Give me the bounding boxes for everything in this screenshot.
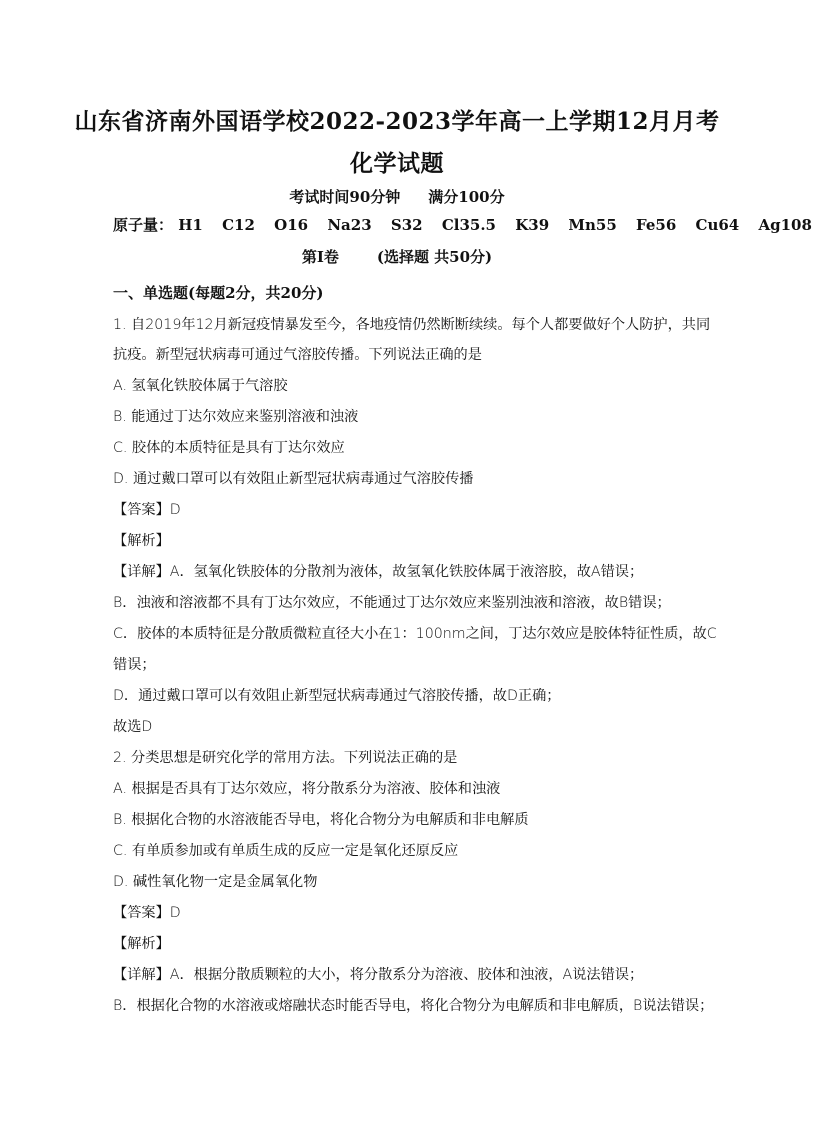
atomic-mass: Na23 [327,216,372,234]
option-a: A. 氢氧化铁胶体属于气溶胶 [113,378,288,394]
atomic-mass: Cl35.5 [441,216,496,234]
option-d: D. 通过戴口罩可以有效阻止新型冠状病毒通过气溶胶传播 [113,471,474,487]
section-heading: 一、单选题(每题2分，共20分) [113,284,324,302]
atomic-mass: C12 [222,216,255,234]
answer-line: 【答案】D [113,905,181,921]
explanation-line: D．通过戴口罩可以有效阻止新型冠状病毒通过气溶胶传播，故D正确； [113,688,561,704]
question-text: 2. 分类思想是研究化学的常用方法。下列说法正确的是 [113,750,458,766]
explanation-line: 错误； [113,657,156,673]
conclusion-line: 故选D [113,719,153,735]
atomic-mass: Fe56 [636,216,677,234]
explanation-line: B．根据化合物的水溶液或熔融状态时能否导电，将化合物分为电解质和非电解质，B说法错误； [113,998,714,1014]
volume-heading [0,246,794,267]
full-score: 满分100分 [428,188,505,206]
analysis-label: 【解析】 [113,533,170,549]
volume-label: 第I卷 [301,248,339,266]
atomic-mass: K39 [515,216,550,234]
explanation-line: C．胶体的本质特征是分散质微粒直径大小在1：100nm之间，丁达尔效应是胶体特征性质，故C [113,626,717,642]
atomic-mass: Ag108 [758,216,812,234]
explanation-line: B．浊液和溶液都不具有丁达尔效应，不能通过丁达尔效应来鉴别浊液和溶液，故B错误； [113,595,671,611]
atomic-mass: S32 [390,216,423,234]
atomic-label: 原子量： [113,216,174,234]
atomic-mass: Cu64 [695,216,740,234]
doc-title-line1: 山东省济南外国语学校2022-2023学年高一上学期12月月考 [74,108,720,135]
explanation-line: 【详解】A．根据分散质颗粒的大小，将分散系分为溶液、胶体和浊液，A说法错误； [113,967,644,983]
atomic-mass: H1 [178,216,203,234]
option-c: C. 胶体的本质特征是具有丁达尔效应 [113,440,345,456]
option-a: A. 根据是否具有丁达尔效应，将分散系分为溶液、胶体和浊液 [113,781,501,797]
question-text: 抗疫。新型冠状病毒可通过气溶胶传播。下列说法正确的是 [113,347,482,363]
question-text: 1. 自2019年12月新冠疫情暴发至今，各地疫情仍然断断续续。每个人都要做好个人防护，共同 [113,317,711,333]
option-d: D. 碱性氧化物一定是金属氧化物 [113,874,318,890]
exam-time: 考试时间90分钟 [289,188,401,206]
option-c: C. 有单质参加或有单质生成的反应一定是氧化还原反应 [113,843,459,859]
analysis-label: 【解析】 [113,936,170,952]
explanation-line: 【详解】A．氢氧化铁胶体的分散剂为液体，故氢氧化铁胶体属于液溶胶，故A错误； [113,564,644,580]
atomic-mass: O16 [274,216,309,234]
doc-title-line2: 化学试题 [350,150,444,177]
exam-info [0,186,794,207]
option-b: B. 能通过丁达尔效应来鉴别溶液和浊液 [113,409,359,425]
atomic-mass: Mn55 [568,216,617,234]
option-b: B. 根据化合物的水溶液能否导电，将化合物分为电解质和非电解质 [113,812,529,828]
volume-note: (选择题 共50分) [376,248,493,266]
answer-line: 【答案】D [113,502,181,518]
atomic-masses [113,214,826,235]
